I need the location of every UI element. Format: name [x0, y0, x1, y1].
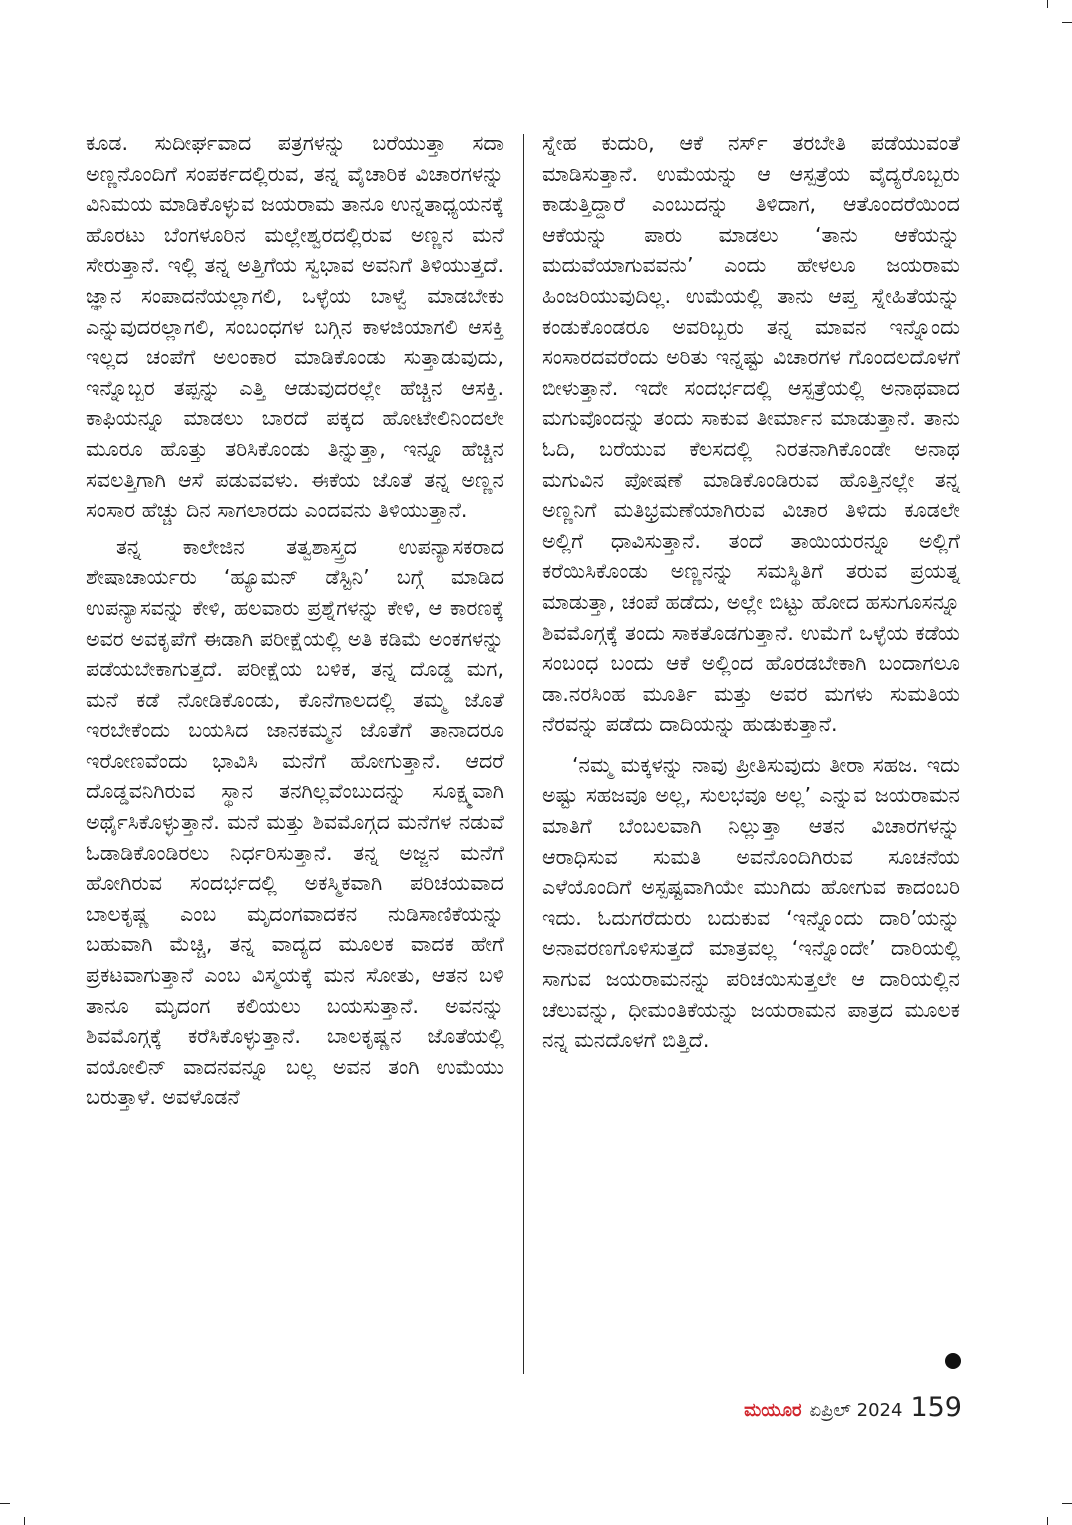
- issue-date: ಏಪ್ರಿಲ್ 2024: [809, 1400, 903, 1421]
- crop-mark: [24, 1517, 25, 1525]
- crop-mark: [1062, 22, 1072, 23]
- crop-mark: [0, 1503, 10, 1504]
- right-column: [542, 128, 960, 1056]
- page-number: 159: [910, 1392, 962, 1423]
- paragraph: ಸ್ನೇಹ ಕುದುರಿ, ಆಕೆ ನರ್ಸ್ ತರಬೇತಿ ಪಡೆಯುವಂತೆ ಮಾಡಿಸುತ್ತಾನೆ. ಉಮೆಯನ್ನು ಆ ಆಸ್ಪತ್ರೆಯ ವೈದ್ಯರೊಬ್ಬರು ಕಾಡುತ್ತಿದ್ದಾರೆ ಎಂಬುದನ್ನು ತಿಳಿದಾಗ, ಆತೊಂದರೆಯಿಂದ ಆಕೆಯನ್ನು ಪಾರು ಮಾಡಲು ‘ತಾನು ಆಕೆಯನ್ನು ಮದುವೆಯಾಗುವವನು’ ಎಂದು ಹೇಳಲೂ ಜಯರಾಮ ಹಿಂಜರಿಯುವುದಿಲ್ಲ. ಉಮೆಯಲ್ಲಿ ತಾನು ಆಪ್ತ ಸ್ನೇಹಿತೆಯನ್ನು ಕಂಡುಕೊಂಡರೂ ಅವರಿಬ್ಬರು ತನ್ನ ಮಾವನ ಇನ್ನೊಂದು ಸಂಸಾರದವರೆಂದು ಅರಿತು ಇನ್ನಷ್ಟು ವಿಚಾರಗಳ ಗೊಂದಲದೊಳಗೆ ಬೀಳುತ್ತಾನೆ. ಇದೇ ಸಂದರ್ಭದಲ್ಲಿ ಆಸ್ಪತ್ರೆಯಲ್ಲಿ ಅನಾಥವಾದ ಮಗುವೊಂದನ್ನು ತಂದು ಸಾಕುವ ತೀರ್ಮಾನ ಮಾಡುತ್ತಾನೆ. ತಾನು ಓದಿ, ಬರೆಯುವ ಕೆಲಸದಲ್ಲಿ ನಿರತನಾಗಿಕೊಂಡೇ ಅನಾಥ ಮಗುವಿನ ಪೋಷಣೆ ಮಾಡಿಕೊಂಡಿರುವ ಹೊತ್ತಿನಲ್ಲೇ ತನ್ನ ಅಣ್ಣನಿಗೆ ಮತಿಭ್ರಮಣೆಯಾಗಿರುವ ವಿಚಾರ ತಿಳಿದು ಕೂಡಲೇ ಅಲ್ಲಿಗೆ ಧಾವಿಸುತ್ತಾನೆ. ತಂದೆ ತಾಯಿಯರನ್ನೂ ಅಲ್ಲಿಗೆ ಕರೆಯಿಸಿಕೊಂಡು ಅಣ್ಣನನ್ನು ಸಮಸ್ಥಿತಿಗೆ ತರುವ ಪ್ರಯತ್ನ ಮಾಡುತ್ತಾ, ಚಂಪೆ ಹಡೆದು, ಅಲ್ಲೇ ಬಿಟ್ಟು ಹೋದ ಹಸುಗೂಸನ್ನೂ ಶಿವಮೊಗ್ಗಕ್ಕೆ ತಂದು ಸಾಕತೊಡಗುತ್ತಾನೆ. ಉಮೆಗೆ ಒಳ್ಳೆಯ ಕಡೆಯ ಸಂಬಂಧ ಬಂದು ಆಕೆ ಅಲ್ಲಿಂದ ಹೊರಡಬೇಕಾಗಿ ಬಂದಾಗಲೂ ಡಾ.ನರಸಿಂಹ ಮೂರ್ತಿ ಮತ್ತು ಅವರ ಮಗಳು ಸುಮತಿಯ ನೆರವನ್ನು ಪಡೆದು ದಾದಿಯನ್ನು ಹುಡುಕುತ್ತಾನೆ.: [542, 131, 960, 737]
- crop-mark: [1062, 1503, 1072, 1504]
- paragraph: ಕೂಡ. ಸುದೀರ್ಘವಾದ ಪತ್ರಗಳನ್ನು ಬರೆಯುತ್ತಾ ಸದಾ ಅಣ್ಣನೊಂದಿಗೆ ಸಂಪರ್ಕದಲ್ಲಿರುವ, ತನ್ನ ವೈಚಾರಿಕ ವಿಚಾರಗಳನ್ನು ವಿನಿಮಯ ಮಾಡಿಕೊಳ್ಳುವ ಜಯರಾಮ ತಾನೂ ಉನ್ನತಾಧ್ಯಯನಕ್ಕೆ ಹೊರಟು ಬೆಂಗಳೂರಿನ ಮಲ್ಲೇಶ್ವರದಲ್ಲಿರುವ ಅಣ್ಣನ ಮನೆ ಸೇರುತ್ತಾನೆ. ಇಲ್ಲಿ ತನ್ನ ಅತ್ತಿಗೆಯ ಸ್ವಭಾವ ಅವನಿಗೆ ತಿಳಿಯುತ್ತದೆ. ಜ್ಞಾನ ಸಂಪಾದನೆಯಲ್ಲಾಗಲಿ, ಒಳ್ಳೆಯ ಬಾಳ್ವೆ ಮಾಡಬೇಕು ಎನ್ನುವುದರಲ್ಲಾಗಲಿ, ಸಂಬಂಧಗಳ ಬಗ್ಗಿನ ಕಾಳಜಿಯಾಗಲಿ ಆಸಕ್ತಿ ಇಲ್ಲದ ಚಂಪೆಗೆ ಅಲಂಕಾರ ಮಾಡಿಕೊಂಡು ಸುತ್ತಾಡುವುದು, ಇನ್ನೊಬ್ಬರ ತಪ್ಪನ್ನು ಎತ್ತಿ ಆಡುವುದರಲ್ಲೇ ಹೆಚ್ಚಿನ ಆಸಕ್ತಿ. ಕಾಫಿಯನ್ನೂ ಮಾಡಲು ಬಾರದೆ ಪಕ್ಕದ ಹೋಟೇಲಿನಿಂದಲೇ ಮೂರೂ ಹೊತ್ತು ತರಿಸಿಕೊಂಡು ತಿನ್ನುತ್ತಾ, ಇನ್ನೂ ಹೆಚ್ಚಿನ ಸವಲತ್ತಿಗಾಗಿ ಆಸೆ ಪಡುವವಳು. ಈಕೆಯ ಜೊತೆ ತನ್ನ ಅಣ್ಣನ ಸಂಸಾರ ಹೆಚ್ಚು ದಿನ ಸಾಗಲಾರದು ಎಂದವನು ತಿಳಿಯುತ್ತಾನೆ.: [86, 131, 504, 523]
- page-footer: [744, 1392, 962, 1423]
- paragraph: ತನ್ನ ಕಾಲೇಜಿನ ತತ್ವಶಾಸ್ತ್ರದ ಉಪನ್ಯಾಸಕರಾದ ಶೇಷಾಚಾರ್ಯರು ‘ಹ್ಯೂಮನ್ ಡೆಸ್ಟಿನಿ’ ಬಗ್ಗೆ ಮಾಡಿದ ಉಪನ್ಯಾಸವನ್ನು ಕೇಳಿ, ಹಲವಾರು ಪ್ರಶ್ನೆಗಳನ್ನು ಕೇಳಿ, ಆ ಕಾರಣಕ್ಕೆ ಅವರ ಅವಕೃಪೆಗೆ ಈಡಾಗಿ ಪರೀಕ್ಷೆಯಲ್ಲಿ ಅತಿ ಕಡಿಮೆ ಅಂಕಗಳನ್ನು ಪಡೆಯಬೇಕಾಗುತ್ತದೆ. ಪರೀಕ್ಷೆಯ ಬಳಿಕ, ತನ್ನ ದೊಡ್ಡ ಮಗ, ಮನೆ ಕಡೆ ನೋಡಿಕೊಂಡು, ಕೊನೆಗಾಲದಲ್ಲಿ ತಮ್ಮ ಜೊತೆ ಇರಬೇಕೆಂದು ಬಯಸಿದ ಜಾನಕಮ್ಮನ ಜೊತೆಗೆ ತಾನಾದರೂ ಇರೋಣವೆಂದು ಭಾವಿಸಿ ಮನೆಗೆ ಹೋಗುತ್ತಾನೆ. ಆದರೆ ದೊಡ್ಡವನಿಗಿರುವ ಸ್ಥಾನ ತನಗಿಲ್ಲವೆಂಬುದನ್ನು ಸೂಕ್ಷ್ಮವಾಗಿ ಅರ್ಥೈಸಿಕೊಳ್ಳುತ್ತಾನೆ. ಮನೆ ಮತ್ತು ಶಿವಮೊಗ್ಗದ ಮನೆಗಳ ನಡುವೆ ಓಡಾಡಿಕೊಂಡಿರಲು ನಿರ್ಧರಿಸುತ್ತಾನೆ. ತನ್ನ ಅಜ್ಜನ ಮನೆಗೆ ಹೋಗಿರುವ ಸಂದರ್ಭದಲ್ಲಿ ಅಕಸ್ಮಿಕವಾಗಿ ಪರಿಚಯವಾದ ಬಾಲಕೃಷ್ಣ ಎಂಬ ಮೃದಂಗವಾದಕನ ನುಡಿಸಾಣಿಕೆಯನ್ನು ಬಹುವಾಗಿ ಮೆಚ್ಚಿ, ತನ್ನ ವಾದ್ಯದ ಮೂಲಕ ವಾದಕ ಹೇಗೆ ಪ್ರಕಟವಾಗುತ್ತಾನೆ ಎಂಬ ವಿಸ್ಮಯಕ್ಕೆ ಮನ ಸೋತು, ಆತನ ಬಳಿ ತಾನೂ ಮೃದಂಗ ಕಲಿಯಲು ಬಯಸುತ್ತಾನೆ. ಅವನನ್ನು ಶಿವಮೊಗ್ಗಕ್ಕೆ ಕರೆಸಿಕೊಳ್ಳುತ್ತಾನೆ. ಬಾಲಕೃಷ್ಣನ ಜೊತೆಯಲ್ಲಿ ವಯೋಲಿನ್ ವಾದನವನ್ನೂ ಬಲ್ಲ ಅವನ ತಂಗಿ ಉಮೆಯು ಬರುತ್ತಾಳೆ. ಅವಳೊಡನೆ: [86, 534, 504, 1110]
- left-column: [86, 128, 504, 1113]
- crop-mark: [1047, 1517, 1048, 1525]
- crop-mark: [1047, 0, 1048, 8]
- end-of-article-dot: [945, 1353, 961, 1369]
- magazine-name: ಮಯೂರ: [744, 1400, 802, 1421]
- paragraph: ‘ನಮ್ಮ ಮಕ್ಕಳನ್ನು ನಾವು ಪ್ರೀತಿಸುವುದು ತೀರಾ ಸಹಜ. ಇದು ಅಷ್ಟು ಸಹಜವೂ ಅಲ್ಲ, ಸುಲಭವೂ ಅಲ್ಲ’ ಎನ್ನುವ ಜಯರಾಮನ ಮಾತಿಗೆ ಬೆಂಬಲವಾಗಿ ನಿಲ್ಲುತ್ತಾ ಆತನ ವಿಚಾರಗಳನ್ನು ಆರಾಧಿಸುವ ಸುಮತಿ ಅವನೊಂದಿಗಿರುವ ಸೂಚನೆಯ ಎಳೆಯೊಂದಿಗೆ ಅಸ್ಪಷ್ಟವಾಗಿಯೇ ಮುಗಿದು ಹೋಗುವ ಕಾದಂಬರಿ ಇದು. ಓದುಗರೆದುರು ಬದುಕುವ ‘ಇನ್ನೊಂದು ದಾರಿ’ಯನ್ನು ಅನಾವರಣಗೊಳಿಸುತ್ತದೆ ಮಾತ್ರವಲ್ಲ ‘ಇನ್ನೊಂದೇ’ ದಾರಿಯಲ್ಲಿ ಸಾಗುವ ಜಯರಾಮನನ್ನು ಪರಿಚಯಿಸುತ್ತಲೇ ಆ ದಾರಿಯಲ್ಲಿನ ಚೆಲುವನ್ನು, ಧೀಮಂತಿಕೆಯನ್ನು ಜಯರಾಮನ ಪಾತ್ರದ ಮೂಲಕ ನನ್ನ ಮನದೊಳಗೆ ಬಿತ್ತಿದೆ.: [542, 752, 960, 1053]
- column-divider: [523, 134, 524, 1374]
